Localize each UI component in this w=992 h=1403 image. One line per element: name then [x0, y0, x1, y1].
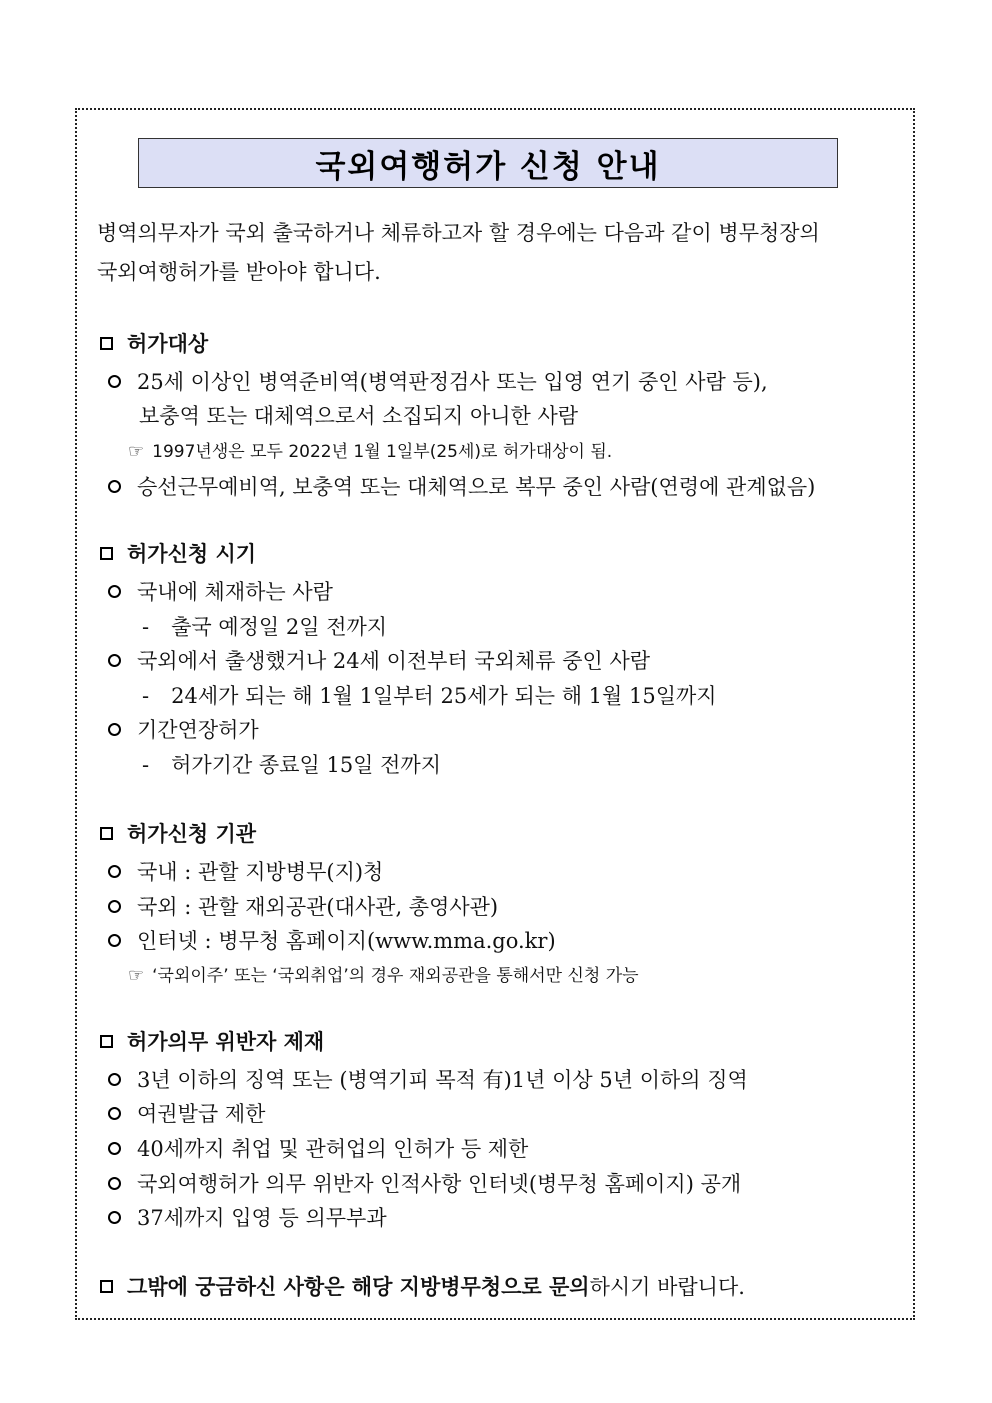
note: [128, 967, 639, 985]
dash-icon: -: [142, 684, 150, 708]
list-item: [108, 582, 333, 603]
item-text: 인터넷 : 병무청 홈페이지(www.mma.go.kr): [137, 929, 556, 953]
item-text: 승선근무예비역, 보충역 또는 대체역으로 복무 중인 사람(연령에 관계없음): [137, 475, 816, 499]
list-item: [108, 720, 259, 741]
square-bullet-icon: [100, 1035, 113, 1048]
circle-bullet-icon: [108, 480, 121, 493]
section-agency: [100, 823, 256, 844]
square-bullet-icon: [100, 547, 113, 560]
item-text: 3년 이하의 징역 또는 (병역기피 목적 有)1년 이상 5년 이하의 징역: [137, 1068, 748, 1092]
list-item: [108, 477, 815, 498]
list-item: [108, 372, 768, 393]
sub-item-text: 출국 예정일 2일 전까지: [171, 615, 388, 639]
circle-bullet-icon: [108, 1142, 121, 1155]
section-penalty: [100, 1031, 324, 1052]
circle-bullet-icon: [108, 1073, 121, 1086]
list-item: [108, 1208, 387, 1229]
sub-item: [142, 686, 717, 707]
item-text: 25세 이상인 병역준비역(병역판정검사 또는 입영 연기 중인 사람 등),: [137, 370, 768, 394]
circle-bullet-icon: [108, 865, 121, 878]
list-item-continuation: 보충역 또는 대체역으로서 소집되지 아니한 사람: [139, 404, 579, 428]
sub-item-text: 허가기간 종료일 15일 전까지: [171, 753, 442, 777]
section-timing: [100, 543, 256, 564]
circle-bullet-icon: [108, 1177, 121, 1190]
list-item: [108, 931, 556, 952]
square-bullet-icon: [100, 827, 113, 840]
square-bullet-icon: [100, 1280, 113, 1293]
closing-line: [100, 1276, 745, 1298]
closing-bold: 그밖에 궁금하신 사항은 해당 지방병무청으로 문의: [127, 1274, 590, 1299]
list-item: [108, 1139, 528, 1160]
item-text: 국외 : 관할 재외공관(대사관, 총영사관): [137, 895, 499, 919]
circle-bullet-icon: [108, 934, 121, 947]
dash-icon: -: [142, 753, 150, 777]
sub-item: [142, 617, 387, 638]
note-text: 1997년생은 모두 2022년 1월 1일부(25세)로 허가대상이 됨.: [152, 442, 613, 462]
item-text: 국외여행허가 의무 위반자 인적사항 인터넷(병무청 홈페이지) 공개: [137, 1172, 742, 1196]
item-text: 37세까지 입영 등 의무부과: [137, 1206, 387, 1230]
circle-bullet-icon: [108, 1107, 121, 1120]
sub-item: [142, 755, 441, 776]
closing-rest: 하시기 바랍니다.: [589, 1275, 745, 1299]
circle-bullet-icon: [108, 723, 121, 736]
list-item: [108, 1104, 265, 1125]
intro-line-2: 국외여행허가를 받아야 합니다.: [97, 260, 381, 284]
square-bullet-icon: [100, 337, 113, 350]
list-item: [108, 897, 498, 918]
item-text: 40세까지 취업 및 관허업의 인허가 등 제한: [137, 1137, 529, 1161]
item-text: 국외에서 출생했거나 24세 이전부터 국외체류 중인 사람: [137, 649, 651, 673]
list-item: [108, 651, 650, 672]
item-text: 기간연장허가: [137, 718, 259, 742]
item-text: 국내에 체재하는 사람: [137, 580, 333, 604]
title-banner: [138, 138, 838, 188]
circle-bullet-icon: [108, 1211, 121, 1224]
circle-bullet-icon: [108, 654, 121, 667]
list-item: [108, 1174, 741, 1195]
sub-item-text: 24세가 되는 해 1월 1일부터 25세가 되는 해 1월 15일까지: [171, 684, 717, 708]
intro-line-1: 병역의무자가 국외 출국하거나 체류하고자 할 경우에는 다음과 같이 병무청장의: [97, 221, 820, 245]
section-target: [100, 333, 208, 354]
note: [128, 443, 612, 461]
list-item: [108, 1070, 748, 1091]
circle-bullet-icon: [108, 585, 121, 598]
pointing-hand-icon: ☞: [128, 965, 145, 986]
section-heading: 허가대상: [127, 331, 209, 356]
item-text: 국내 : 관할 지방병무(지)청: [137, 860, 384, 884]
dash-icon: -: [142, 615, 150, 639]
pointing-hand-icon: ☞: [128, 441, 145, 462]
page-title: 국외여행허가 신청 안내: [315, 148, 661, 185]
item-text: 여권발급 제한: [137, 1102, 266, 1126]
section-heading: 허가신청 기관: [127, 821, 257, 846]
section-heading: 허가신청 시기: [127, 541, 257, 566]
circle-bullet-icon: [108, 900, 121, 913]
note-text: ‘국외이주’ 또는 ‘국외취업’의 경우 재외공관을 통해서만 신청 가능: [152, 966, 639, 986]
list-item: [108, 862, 383, 883]
circle-bullet-icon: [108, 375, 121, 388]
section-heading: 허가의무 위반자 제재: [127, 1029, 325, 1054]
